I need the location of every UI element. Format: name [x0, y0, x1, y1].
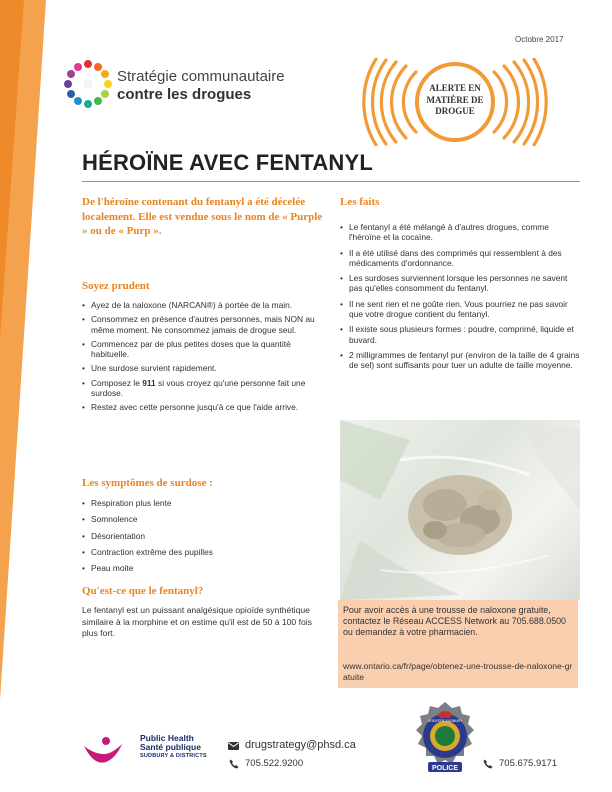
list-item: • Une surdose survient rapidement. — [82, 363, 327, 373]
phone-number-2[interactable]: 705.675.9171 — [499, 758, 558, 769]
call-911-post: si vous croyez qu'une personne fait une surdose. — [91, 377, 306, 399]
police-ring-label: GREATER SUDBURY — [427, 719, 463, 723]
list-item: • Les surdoses surviennent lorsque les personnes ne savent pas qu'elles consomment du fentanyl. — [340, 273, 582, 294]
intro-text: De l'héroïne contenant du fentanyl a été décelée localement. Elle est vendue sous le nom de « Purple » ou de « Purp ». — [82, 196, 323, 237]
greater-sudbury-police-crest — [410, 700, 480, 782]
naloxone-text: Pour avoir accès à une trousse de naloxone gratuite, contactez le Réseau ACCESS Network au 705.688.0500 ou demandez à votre pharmacien. — [343, 605, 566, 638]
list-item: • Ayez de la naloxone (NARCAN®) à portée de la main. — [82, 300, 327, 310]
list-item: • Désorientation — [82, 531, 327, 541]
list-item: • Restez avec cette personne jusqu'à ce que l'aide arrive. — [82, 402, 327, 412]
list-item: • Respiration plus lente — [82, 498, 327, 508]
heroin-photo — [340, 420, 580, 600]
public-health-logo-icon — [82, 736, 126, 768]
facts-list — [340, 222, 582, 371]
symptoms-heading: Les symptômes de surdose : — [82, 477, 213, 489]
community-drug-strategy-logo — [62, 58, 114, 110]
list-item: • Consommez en présence d'autres personnes, mais NON au même moment. Ne consommez jamais de drogue seul. — [82, 314, 327, 335]
contact-email[interactable]: drugstrategy@phsd.ca — [245, 739, 356, 751]
list-item-call-911 — [82, 378, 327, 399]
alert-line-3: DROGUE — [435, 106, 475, 116]
ph-line-2: Santé publique — [140, 742, 201, 752]
list-item: • 2 milligrammes de fentanyl pur (environ de la taille de 4 grains de sel) sont suffisants pour tuer un adulte de taille moyenne. — [340, 350, 582, 371]
phone-icon — [483, 759, 493, 769]
alert-line-2: MATIÈRE DE — [426, 94, 484, 105]
naloxone-info-box — [338, 600, 578, 688]
list-item: • Commencez par de plus petites doses que la quantité habituelle. — [82, 339, 327, 360]
public-health-name — [140, 734, 207, 760]
naloxone-url[interactable]: www.ontario.ca/fr/page/obtenez-une-trousse-de-naloxone-gratuite — [343, 661, 573, 682]
drug-alert-badge — [330, 58, 580, 146]
org-name-line1: Stratégie communautaire — [117, 68, 285, 85]
police-badge-label: POLICE — [431, 765, 459, 772]
phone-number-1[interactable]: 705.522.9200 — [245, 758, 304, 769]
symptoms-list — [82, 498, 327, 573]
alert-line-1: ALERTE EN — [429, 83, 481, 93]
page-title: HÉROÏNE AVEC FENTANYL — [82, 150, 374, 175]
org-name-line2: contre les drogues — [117, 86, 252, 103]
ph-line-3: SUDBURY & DISTRICTS — [140, 753, 207, 759]
list-item: • Somnolence — [82, 514, 327, 524]
list-item: • Contraction extrême des pupilles — [82, 547, 327, 557]
safe-heading: Soyez prudent — [82, 280, 150, 292]
phone-icon — [229, 759, 239, 769]
ph-line-1: Public Health — [140, 733, 194, 743]
call-911-number: 911 — [142, 377, 156, 388]
facts-heading: Les faits — [340, 196, 380, 208]
list-item: • Il existe sous plusieurs formes : poudre, comprimé, liquide et buvard. — [340, 324, 582, 345]
list-item: • Il ne sent rien et ne goûte rien. Vous pourriez ne pas savoir que votre drogue contient du fentanyl. — [340, 299, 582, 320]
safe-list — [82, 300, 327, 413]
date: Octobre 2017 — [515, 35, 564, 44]
call-911-pre: Composez le — [91, 377, 143, 388]
orange-corner-decoration — [0, 0, 80, 792]
title-rule — [82, 181, 580, 182]
what-heading: Qu'est-ce que le fentanyl? — [82, 585, 204, 597]
list-item: • Peau moite — [82, 563, 327, 573]
what-text: Le fentanyl est un puissant analgésique opioïde synthétique similaire à la morphine et on estime qu'il est de 50 à 100 fois plus fort. — [82, 605, 312, 638]
email-icon — [228, 742, 239, 750]
list-item: • Il a été utilisé dans des comprimés qui ressemblent à des médicaments d'ordonnance. — [340, 248, 582, 269]
list-item: • Le fentanyl a été mélangé à d'autres drogues, comme l'héroïne et la cocaïne. — [340, 222, 582, 243]
